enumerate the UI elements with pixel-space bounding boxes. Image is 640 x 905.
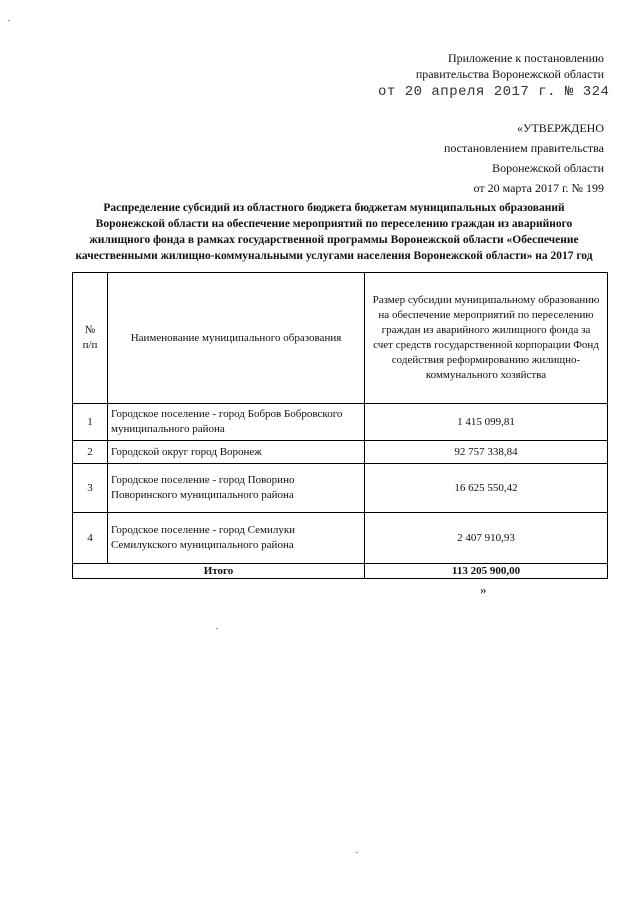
- table-row: [73, 513, 608, 564]
- subsidy-amount: 16 625 550,42: [365, 464, 608, 513]
- municipality-name: [108, 464, 365, 513]
- header-municipality: Наименование муниципального образования: [108, 273, 365, 404]
- name-line-2: муниципального района: [111, 423, 225, 435]
- header-amount-line-1: Размер субсидии муниципальному образованию: [372, 294, 600, 306]
- appendix-line-1: Приложение к постановлению: [447, 51, 604, 65]
- municipality-name: [108, 404, 365, 441]
- scan-speck: [356, 852, 358, 853]
- total-row: [73, 564, 608, 579]
- header-number-line-1: №: [84, 324, 96, 336]
- scan-speck: [216, 628, 218, 629]
- title-line-3: жилищного фонда в рамках государственной программы Воронежской области «Обеспечение: [89, 234, 579, 246]
- scan-speck: [8, 20, 10, 21]
- approval-block: [444, 118, 604, 198]
- row-number: 1: [73, 404, 108, 441]
- header-subsidy-amount: [365, 273, 608, 404]
- approved-by-line-1: постановлением правительства: [443, 141, 604, 155]
- subsidy-amount: 1 415 099,81: [365, 404, 608, 441]
- table-row: [73, 464, 608, 513]
- row-number: 3: [73, 464, 108, 513]
- total-label: Итого: [73, 564, 365, 579]
- subsidy-amount: 2 407 910,93: [365, 513, 608, 564]
- header-number: [73, 273, 108, 404]
- name-line-2: Поворинского муниципального района: [111, 489, 294, 501]
- title-line-4: качественными жилищно-коммунальными услугами населения Воронежской области» на 2017 год: [75, 250, 593, 262]
- row-number: 2: [73, 441, 108, 464]
- row-number: 4: [73, 513, 108, 564]
- subsidy-amount: 92 757 338,84: [365, 441, 608, 464]
- table-row: [73, 441, 608, 464]
- header-amount-line-4: счет средств государственной корпорации Фонд: [373, 339, 599, 351]
- title-line-1: Распределение субсидий из областного бюджета бюджетам муниципальных образований: [103, 202, 565, 214]
- name-line-1: Городское поселение - город Бобров Бобровского: [111, 408, 343, 420]
- table-row: [73, 404, 608, 441]
- header-amount-line-5: содействия реформированию жилищно-: [391, 354, 581, 366]
- name-line-1: Городское поселение - город Семилуки: [111, 524, 296, 536]
- approved-by-line-2: Воронежской области: [492, 161, 604, 175]
- header-amount-line-6: коммунального хозяйства: [425, 369, 547, 381]
- appendix-line-2: правительства Воронежской области: [415, 67, 604, 81]
- municipality-name: Городской округ город Воронеж: [108, 441, 365, 464]
- total-amount: 113 205 900,00: [365, 564, 608, 579]
- title-line-2: Воронежской области на обеспечение мероприятий по переселению граждан из аварийного: [95, 218, 573, 230]
- approved-date: от 20 марта 2017 г. № 199: [473, 181, 604, 195]
- name-line-1: Городское поселение - город Поворино: [111, 474, 295, 486]
- name-line-2: Семилукского муниципального района: [111, 539, 294, 551]
- approved-label: «УТВЕРЖДЕНО: [516, 121, 604, 135]
- appendix-header: [416, 50, 604, 82]
- header-amount-line-2: на обеспечение мероприятий по переселению: [378, 309, 594, 321]
- document-title: [60, 200, 608, 264]
- closing-quote: »: [480, 582, 487, 597]
- header-amount-line-3: граждан из аварийного жилищного фонда за: [381, 324, 591, 336]
- municipality-name: [108, 513, 365, 564]
- subsidy-table: [72, 272, 608, 579]
- table-header-row: [73, 273, 608, 404]
- header-number-line-2: п/п: [82, 339, 98, 351]
- date-stamp: от 20 апреля 2017 г. № 324: [378, 84, 610, 100]
